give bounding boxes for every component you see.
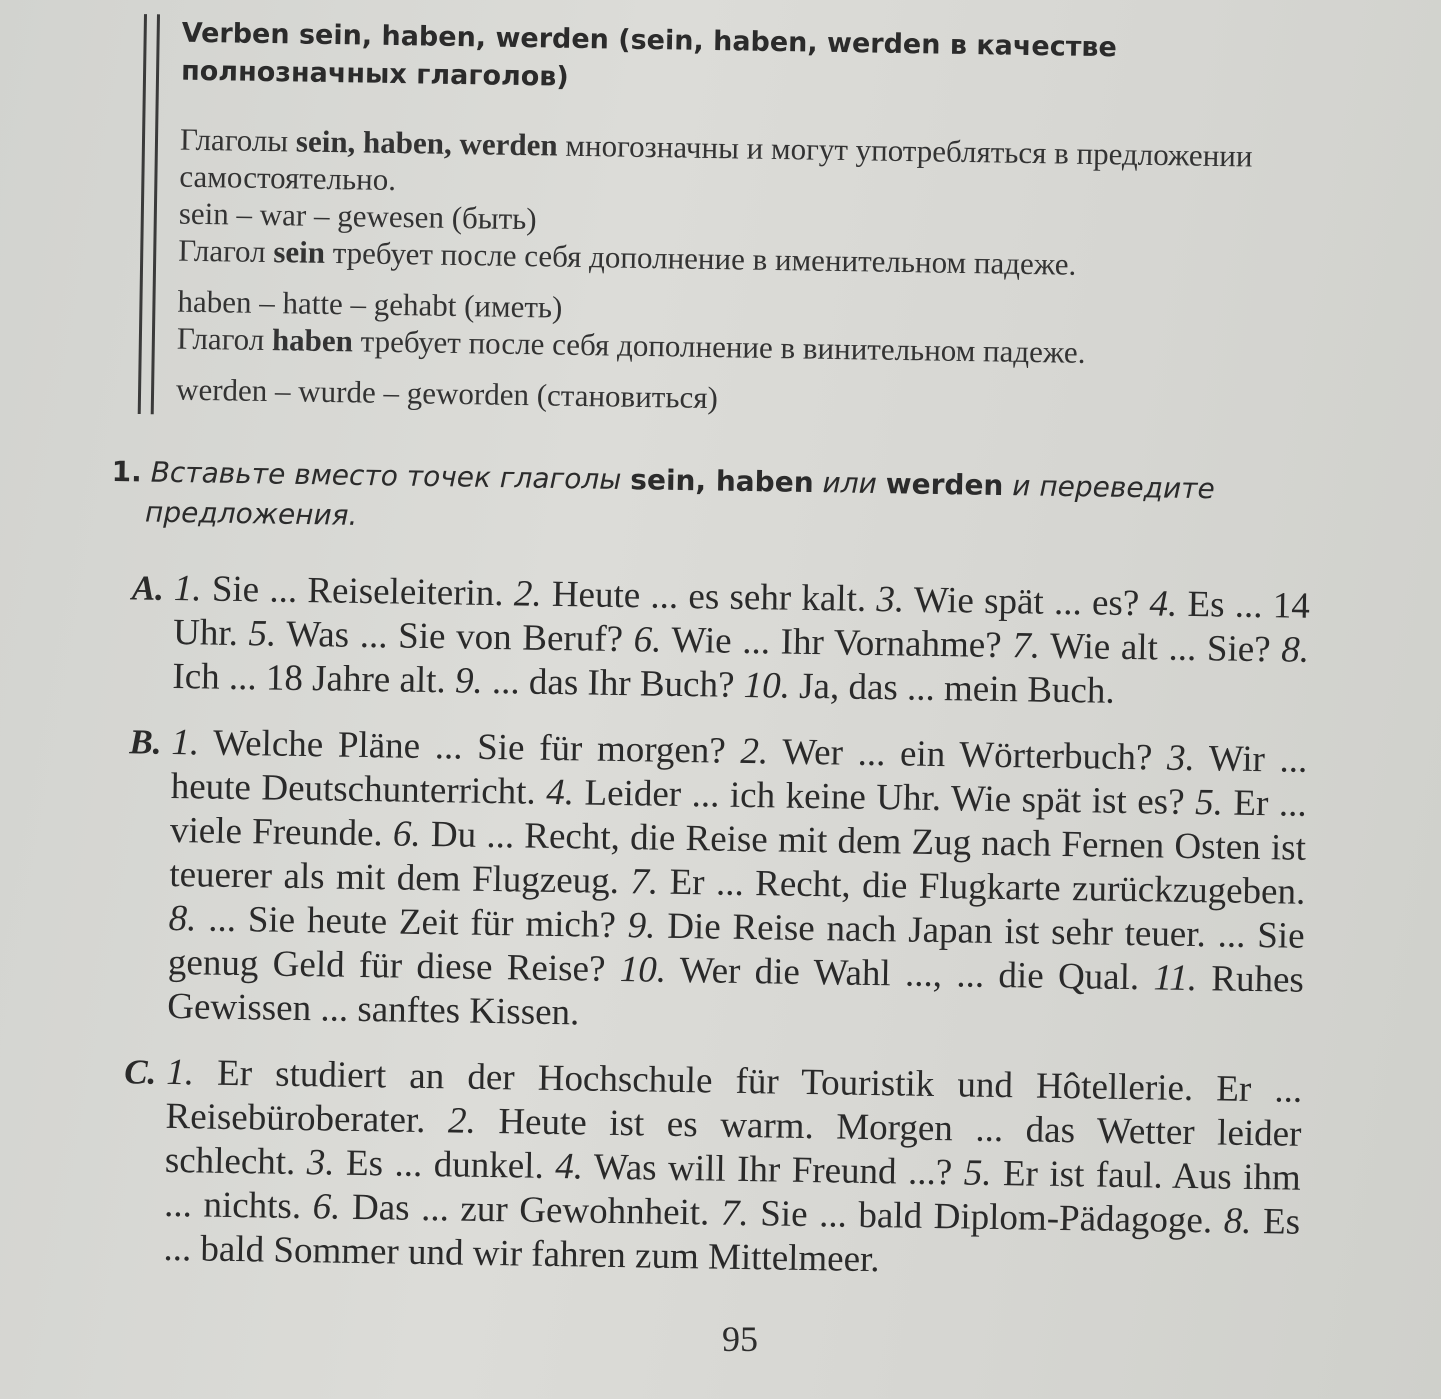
item-number: 10.: [619, 949, 667, 991]
item-text: Wie alt ... Sie?: [1049, 625, 1271, 671]
item-text: Heute ist es warm. Morgen ... das Wetter leider schlecht.: [164, 1101, 1302, 1183]
item-number: 9.: [454, 660, 484, 702]
item-number: 8.: [1223, 1200, 1252, 1242]
haben-rule: Глагол haben требует после себя дополнение в винительном падеже.: [176, 320, 1086, 370]
exercise-section: [108, 566, 1310, 717]
grammar-title: Verben sein, haben, werden (sein, haben, werden в качестве полнозначных глаголов): [180, 17, 1118, 93]
item-text: Welche Pläne ... Sie für morgen?: [212, 722, 727, 772]
item-text: Was will Ihr Freund ...?: [593, 1146, 953, 1194]
item-number: 6.: [633, 619, 662, 661]
grammar-intro: Глаголы sein, haben, werden многозначны и могут употребляться в предложении самостоятельно.: [179, 121, 1253, 198]
intro-verbs: sein, haben, werden: [295, 123, 558, 163]
item-number: 5.: [1194, 782, 1224, 824]
item-number: 9.: [627, 905, 656, 947]
item-number: 6.: [392, 813, 421, 855]
item-text: Er ist faul. Aus ihm ... nichts.: [163, 1153, 1302, 1228]
werden-forms: werden – wurde – geworden (становиться): [175, 371, 719, 416]
exercise-instruction: 1. Вставьте вместо точек глаголы sein, haben или werden и переведите предложения.: [111, 454, 1215, 532]
exercise-number: 1.: [111, 454, 143, 489]
item-number: 4.: [545, 771, 575, 814]
sein-rule: Глагол sein требует после себя дополнение в именительном падеже.: [178, 232, 1077, 282]
exercise-sections: [99, 566, 1310, 1289]
item-text: Er ... viele Freunde.: [169, 782, 1307, 855]
item-text: Was ... Sie von Beruf?: [286, 613, 624, 661]
item-number: 5.: [248, 613, 277, 655]
item-text: Sie ... bald Diplom-Pädagoge.: [759, 1193, 1213, 1242]
item-number: 4.: [554, 1146, 584, 1188]
item-text: Sie ... Reiseleiterin.: [211, 568, 504, 615]
item-number: 3.: [1166, 737, 1196, 780]
item-text: Du ... Recht, die Reise mit dem Zug nach Fernen Osten ist teuerer als mit dem Flugzeug.: [169, 814, 1307, 903]
section-letter: B.: [129, 722, 162, 762]
item-text: Wir ... heute Deutschunterricht.: [170, 738, 1308, 813]
item-number: 1.: [165, 1051, 195, 1094]
item-number: 1.: [171, 721, 200, 764]
item-text: Er studiert an der Hochschule für Touristik und Hôtellerie. Er ... Reisebüroberater.: [165, 1052, 1303, 1142]
item-number: 7.: [720, 1192, 750, 1235]
item-number: 2.: [447, 1100, 477, 1142]
item-number: 7.: [1011, 625, 1041, 667]
item-number: 10.: [743, 664, 791, 707]
item-text: Wie ... Ihr Vornahme?: [671, 619, 1002, 666]
item-text: Die Reise nach Japan ist sehr teuer. ... Sie genug Geld für diese Reise?: [167, 905, 1305, 990]
item-number: 1.: [173, 567, 202, 610]
item-text: ... das Ihr Buch?: [491, 660, 735, 706]
section-letter: A.: [131, 568, 165, 608]
grammar-box: [134, 14, 1270, 432]
item-number: 6.: [312, 1186, 341, 1228]
item-text: Wer die Wahl ..., ... die Qual.: [679, 949, 1140, 999]
item-text: Er ... Recht, die Flugkarte zurückzugeben.: [669, 861, 1306, 913]
grammar-lines: [176, 121, 1260, 425]
item-text: Heute ... es sehr kalt.: [551, 573, 867, 620]
item-number: 4.: [1149, 583, 1178, 625]
item-text: Es ... 14 Uhr.: [172, 583, 1311, 654]
box-double-rule: [138, 14, 160, 414]
item-number: 11.: [1153, 957, 1198, 1000]
exercise-section: [103, 720, 1308, 1047]
item-number: 5.: [963, 1152, 992, 1194]
item-text: Es ... dunkel.: [345, 1142, 545, 1187]
item-number: 8.: [1281, 629, 1310, 671]
item-text: Das ... zur Gewohnheit.: [351, 1186, 710, 1234]
item-number: 7.: [630, 861, 659, 903]
item-text: Ruhes Gewissen ... sanftes Kissen.: [166, 958, 1305, 1034]
item-text: Wer ... ein Wörterbuch?: [781, 731, 1153, 779]
section-letter: C.: [123, 1052, 157, 1092]
exercise-1: [99, 452, 1312, 1311]
item-number: 2.: [513, 573, 542, 615]
exercise-section: [99, 1050, 1302, 1289]
item-text: Ja, das ... mein Buch.: [798, 665, 1115, 712]
item-number: 3.: [876, 579, 905, 621]
item-text: Es ... bald Sommer und wir fahren zum Mittelmeer.: [163, 1201, 1301, 1281]
item-number: 8.: [168, 897, 197, 940]
item-text: Wie spät ... es?: [913, 579, 1140, 625]
page-number: 95: [722, 1319, 758, 1359]
item-text: ... Sie heute Zeit für mich?: [207, 898, 617, 946]
item-text: Leider ... ich keine Uhr. Wie spät ist es?: [584, 772, 1185, 823]
item-number: 3.: [306, 1142, 335, 1184]
haben-forms: haben – hatte – gehabt (иметь): [177, 283, 563, 325]
sein-forms: sein – war – gewesen (быть): [178, 195, 537, 237]
item-text: Ich ... 18 Jahre alt.: [172, 655, 447, 702]
item-number: 2.: [740, 730, 769, 773]
